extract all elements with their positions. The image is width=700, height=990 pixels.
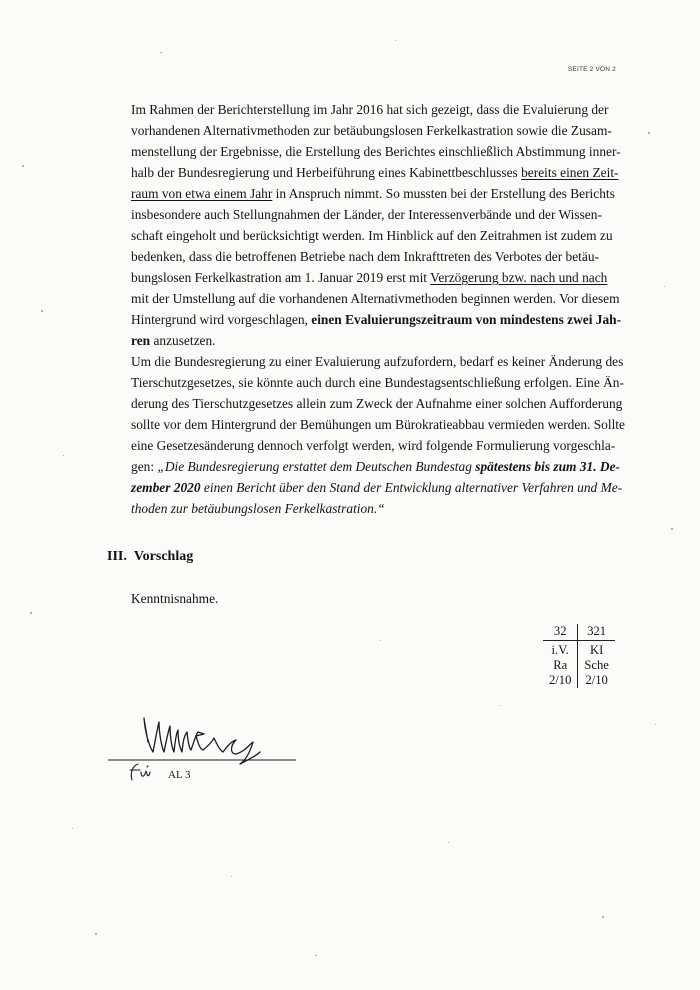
table-cell: 2/10: [585, 673, 608, 687]
text-line: ren anzusetzen.: [131, 333, 216, 348]
table-cell: 2/10: [543, 673, 578, 688]
scan-speck: [72, 828, 73, 829]
text-line: gen: „Die Bundesregierung erstattet dem Deutschen Bundestag spätestens bis zum 31. De-: [131, 459, 620, 474]
underlined-text: raum von etwa einem Jahr: [131, 186, 273, 201]
signature-label: AL 3: [168, 769, 191, 781]
underlined-text: Verzögerung bzw. nach und nach: [430, 270, 608, 285]
table-row: [543, 673, 615, 688]
text-line: bedenken, dass die betroffenen Betriebe nach dem Inkrafttreten des Verbotes der betäu-: [131, 249, 599, 264]
proposal-text: Kenntnisnahme.: [131, 591, 219, 606]
text-line: eine Gesetzesänderung dennoch verfolgt werden, wird folgende Formulierung vorgeschla-: [131, 438, 616, 453]
scan-speck: [160, 52, 162, 53]
section-title: Vorschlag: [133, 549, 194, 564]
italic-text: „Die Bundesregierung erstattet dem Deutschen Bundestag: [157, 459, 476, 474]
scan-speck: [30, 612, 32, 614]
scan-speck: [671, 528, 673, 530]
handwritten-signature: [108, 712, 308, 782]
paragraph-proposed-wording: [131, 351, 625, 519]
scan-speck: [655, 724, 656, 725]
scan-speck: [41, 310, 43, 312]
text-line: mit der Umstellung auf die vorhandenen Alternativmethoden beginnen werden. Vor diesem: [131, 291, 620, 306]
scan-speck: [63, 455, 64, 456]
table-cell: KI: [589, 643, 604, 657]
text-line: derung des Tierschutzgesetzes allein zum Zweck der Aufnahme einer solchen Aufforderung: [131, 396, 623, 411]
table-row: [543, 658, 615, 673]
text-line: Hintergrund wird vorgeschlagen, einen Evaluierungszeitraum von mindestens zwei Jah-: [131, 312, 622, 327]
table-cell: i.V.: [543, 641, 578, 659]
text-line: schaft eingeholt und berücksichtigt werden. Im Hinblick auf den Zeitrahmen ist zudem zu: [131, 228, 613, 243]
table-header-cell: 321: [578, 624, 615, 641]
underlined-text: bereits einen Zeit-: [521, 165, 619, 180]
bold-text: ren: [131, 333, 151, 348]
scan-speck: [95, 933, 97, 935]
text-line: halb der Bundesregierung und Herbeiführung eines Kabinettbeschlusses bereits einen Zeit-: [131, 165, 619, 180]
bold-italic-text: spätestens bis zum 31. De-: [475, 459, 620, 474]
section-heading: [107, 549, 193, 565]
scan-speck: [664, 286, 665, 287]
text-line: Im Rahmen der Berichterstellung im Jahr 2016 hat sich gezeigt, dass die Evaluierung der: [131, 102, 609, 117]
table-cell: Ra: [543, 658, 578, 673]
scan-speck: [22, 165, 24, 167]
scan-speck: [602, 916, 604, 918]
text-line: raum von etwa einem Jahr in Anspruch nimmt. So mussten bei der Erstellung des Berichts: [131, 186, 615, 201]
scan-speck: [395, 40, 396, 41]
section-number: III.: [107, 549, 127, 564]
table-header-row: [543, 624, 615, 641]
page-number: SEITE 2 VON 2: [567, 66, 616, 73]
text-line: vorhandenen Alternativmethoden zur betäubungslosen Ferkelkastration sowie die Zusam-: [131, 123, 612, 138]
scan-speck: [380, 640, 381, 641]
scan-speck: [500, 705, 501, 706]
italic-text: einen Bericht über den Stand der Entwicklung alternativer Verfahren und Me-: [200, 480, 623, 495]
paragraph-evaluation-period: [131, 99, 622, 351]
scan-speck: [231, 876, 232, 877]
text-line: insbesondere auch Stellungnahmen der Länder, der Interessenverbände und der Wissen-: [131, 207, 602, 222]
text-line: Um die Bundesregierung zu einer Evaluierung aufzufordern, bedarf es keiner Änderung des: [131, 354, 624, 369]
text-line: thoden zur betäubungslosen Ferkelkastration.“: [131, 501, 385, 516]
table-cell: Sche: [584, 658, 609, 672]
bold-text: einen Evaluierungszeitraum von mindestens zwei Jah-: [311, 312, 622, 327]
table-row: [543, 641, 615, 659]
bold-italic-text: zember 2020: [131, 480, 201, 495]
scan-speck: [648, 132, 650, 134]
text-line: sollte vor dem Hintergrund der Bemühungen um Bürokratieabbau vermieden werden. Sollte: [131, 417, 625, 432]
scan-speck: [315, 955, 317, 956]
scan-speck: [448, 842, 449, 843]
cosign-table: [543, 624, 615, 688]
table-header-cell: 32: [543, 624, 578, 641]
text-line: Tierschutzgesetzes, sie könnte auch durch eine Bundestagsentschließung erfolgen. Eine Än-: [131, 375, 624, 390]
text-line: bungslosen Ferkelkastration am 1. Januar 2019 erst mit Verzögerung bzw. nach und nach: [131, 270, 608, 285]
text-line: [131, 477, 623, 498]
text-line: menstellung der Ergebnisse, die Erstellung des Berichtes einschließlich Abstimmung inner-: [131, 144, 621, 159]
